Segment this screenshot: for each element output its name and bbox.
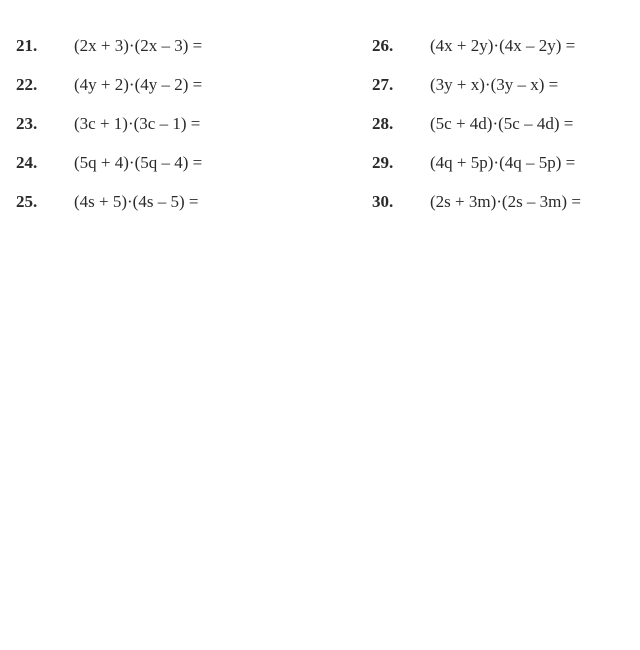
problem-expression: (4s + 5)·(4s – 5) =	[74, 192, 199, 211]
problem-expression: (4q + 5p)·(4q – 5p) =	[430, 153, 576, 172]
problem-number: 26.	[372, 36, 394, 55]
problem-expression: (3c + 1)·(3c – 1) =	[74, 114, 201, 133]
problem-number: 28.	[372, 114, 394, 133]
problem-number: 22.	[16, 75, 38, 94]
problem-number: 30.	[372, 192, 394, 211]
problem-number: 23.	[16, 114, 38, 133]
problem-expression: (3y + x)·(3y – x) =	[430, 75, 559, 94]
problem-number: 24.	[16, 153, 38, 172]
problem-expression: (2x + 3)·(2x – 3) =	[74, 36, 203, 55]
problem-expression: (5c + 4d)·(5c – 4d) =	[430, 114, 574, 133]
problem-expression: (2s + 3m)·(2s – 3m) =	[430, 192, 581, 211]
problem-expression: (4x + 2y)·(4x – 2y) =	[430, 36, 576, 55]
problem-number: 27.	[372, 75, 394, 94]
problem-expression: (5q + 4)·(5q – 4) =	[74, 153, 203, 172]
problem-number: 21.	[16, 36, 38, 55]
problem-number: 29.	[372, 153, 394, 172]
problem-expression: (4y + 2)·(4y – 2) =	[74, 75, 203, 94]
problem-number: 25.	[16, 192, 38, 211]
